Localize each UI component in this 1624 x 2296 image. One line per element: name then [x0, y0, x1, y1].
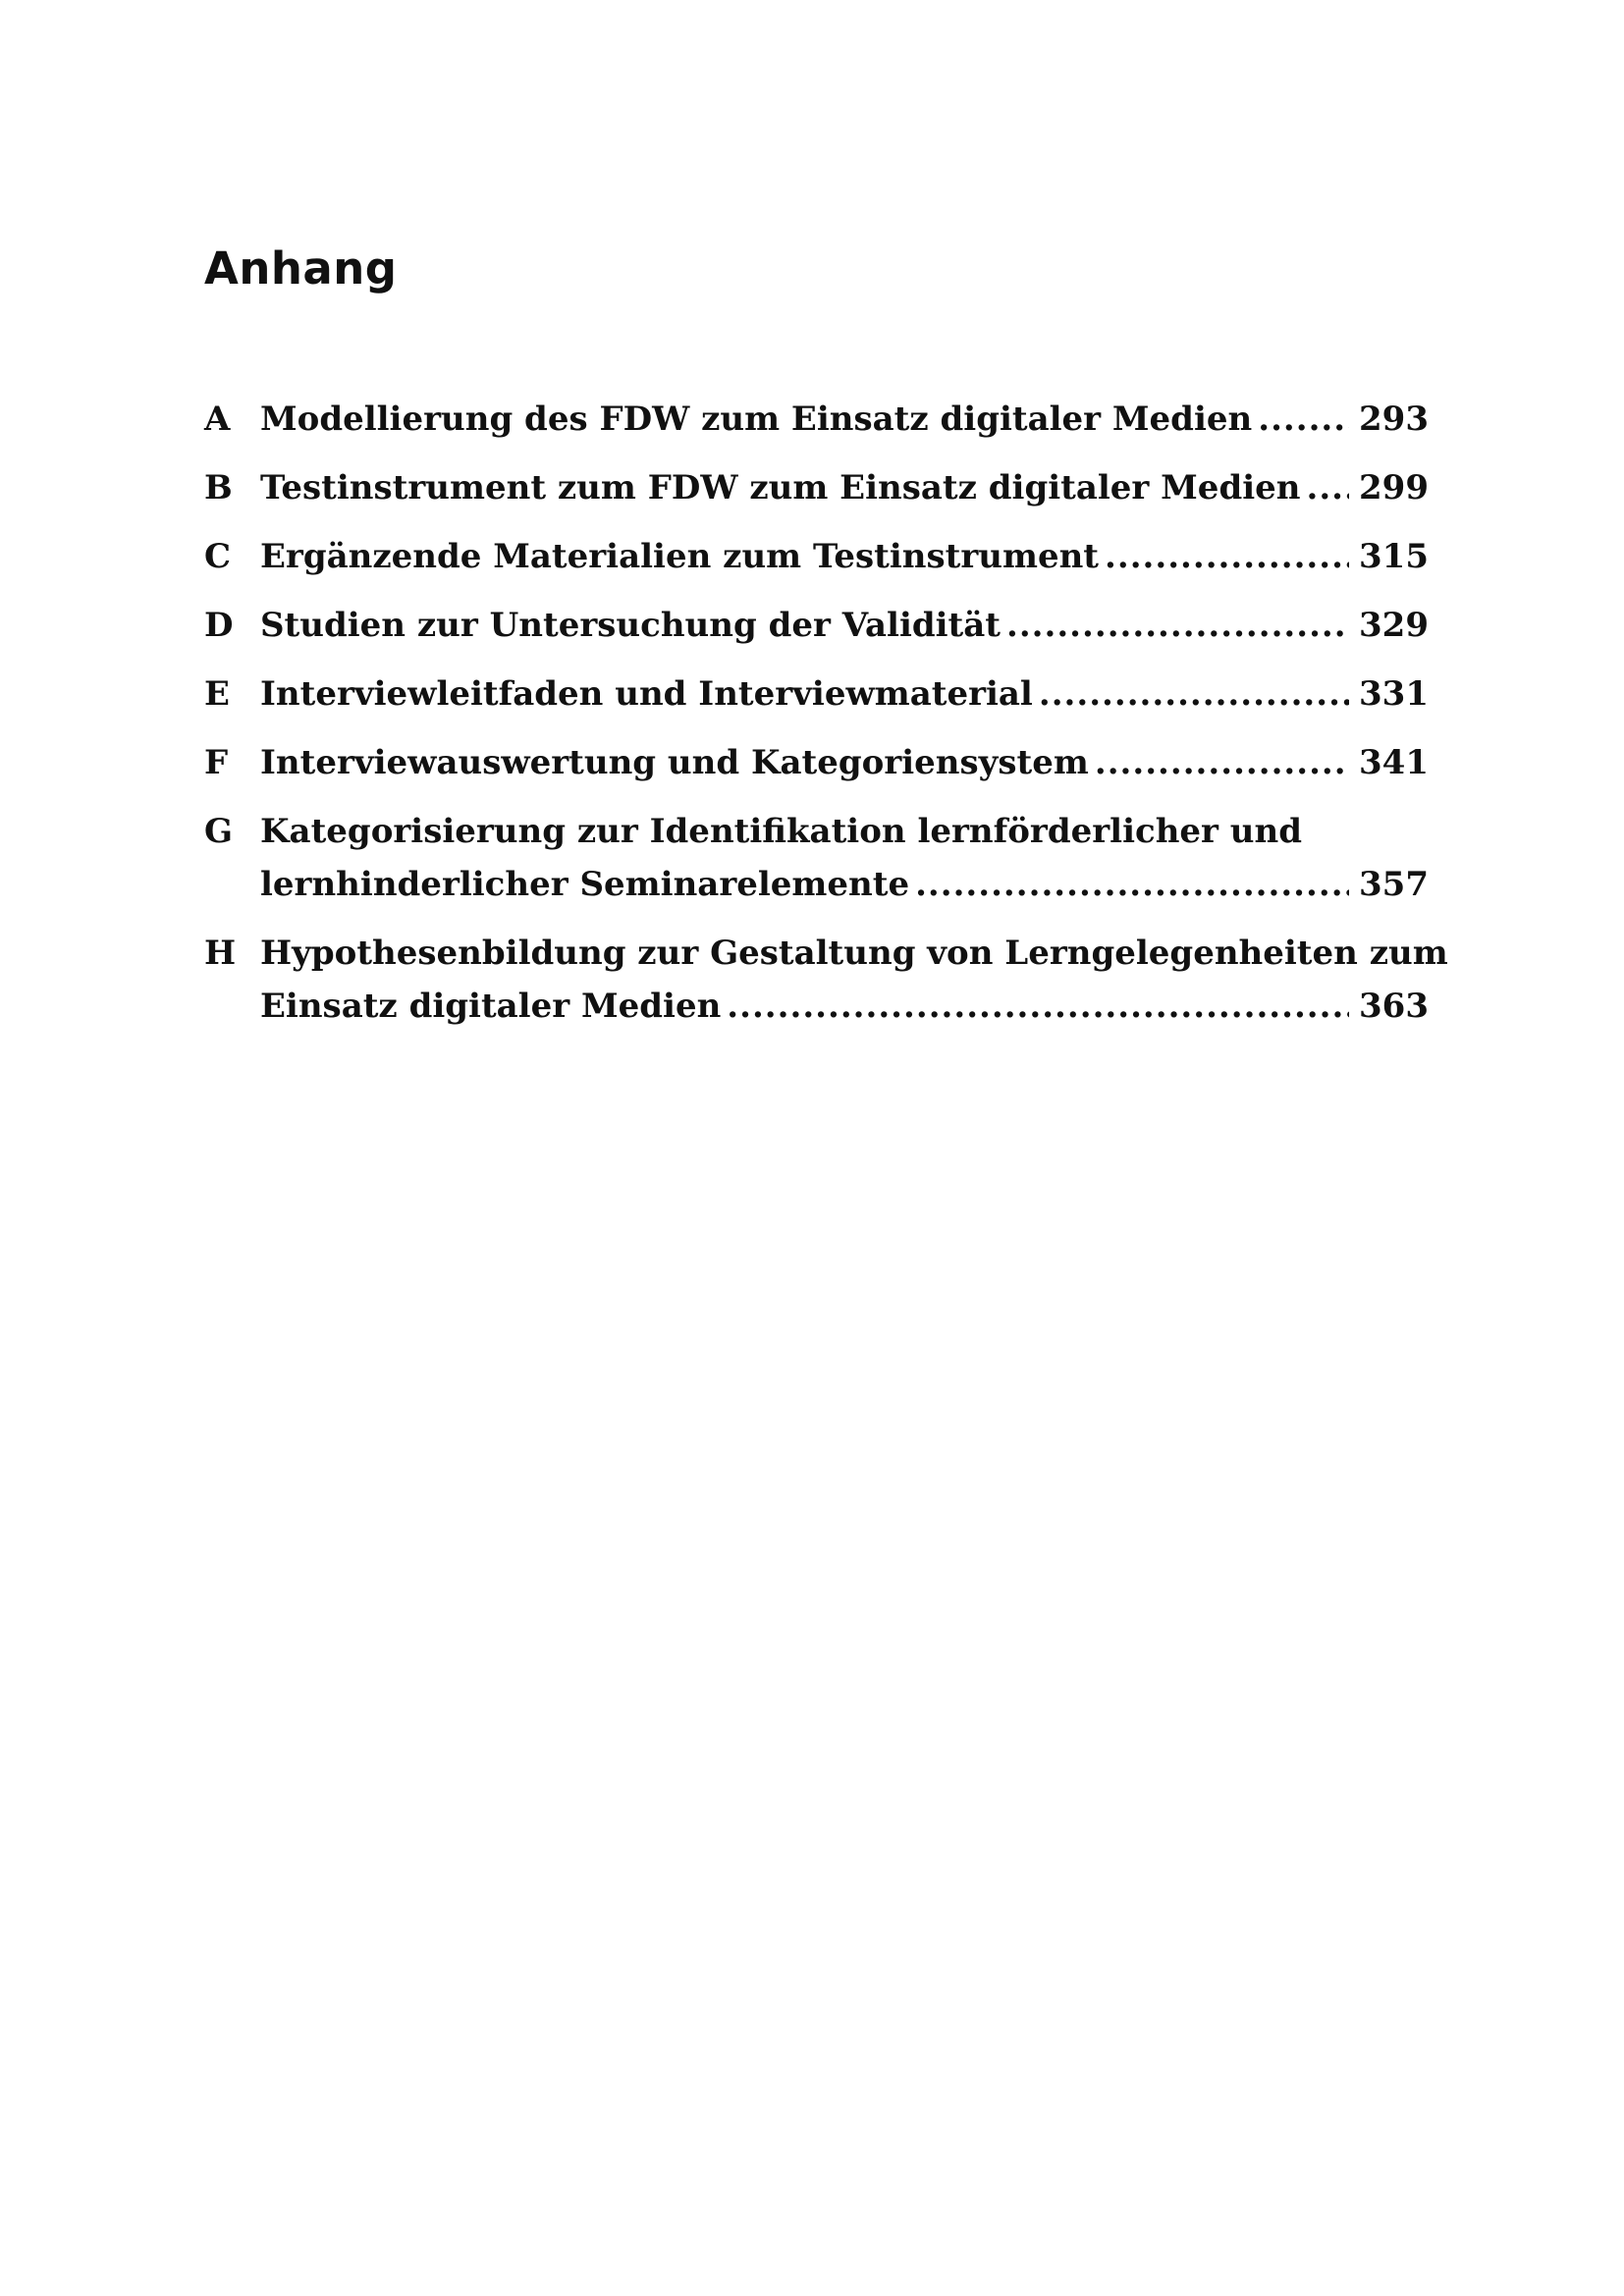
toc-leader-dots	[915, 858, 1349, 911]
toc-entry-title: Interviewauswertung und Kategoriensystem	[260, 743, 1089, 782]
toc-entry-page: 341	[1359, 743, 1429, 782]
toc-entry-h[interactable]	[204, 927, 1448, 1033]
toc-leader-dots	[727, 980, 1349, 1033]
toc-entry-page: 299	[1359, 468, 1429, 507]
toc-entry-letter: E	[204, 674, 230, 714]
toc-entry-title: Testinstrument zum FDW zum Einsatz digitaler Medien	[260, 468, 1301, 507]
toc-entry-a[interactable]	[204, 393, 1429, 446]
toc-entry-c[interactable]	[204, 530, 1429, 583]
toc-leader-dots	[1105, 530, 1349, 583]
toc-entry-title: Ergänzende Materialien zum Testinstrument	[260, 537, 1100, 576]
page-title: Anhang	[204, 242, 398, 294]
toc-entry-f[interactable]	[204, 736, 1429, 789]
toc-leader-dots	[1306, 461, 1349, 514]
toc-entry-e[interactable]	[204, 667, 1429, 721]
toc-entry-d[interactable]	[204, 599, 1429, 652]
toc-entry-g[interactable]	[204, 805, 1429, 911]
toc-entry-page: 315	[1359, 537, 1429, 576]
toc-entry-b[interactable]	[204, 461, 1429, 514]
toc-leader-dots	[1095, 736, 1349, 789]
toc-entry-title-line-1: Kategorisierung zur Identifikation lernförderlicher und	[260, 812, 1303, 851]
toc-entry-letter: C	[204, 537, 232, 576]
table-of-contents	[204, 393, 1448, 1048]
toc-leader-dots	[1258, 393, 1349, 446]
toc-entry-title-line-2: Einsatz digitaler Medien	[260, 987, 722, 1026]
toc-entry-letter: H	[204, 934, 237, 973]
toc-entry-title: Studien zur Untersuchung der Validität	[260, 606, 1001, 645]
toc-leader-dots	[1006, 599, 1349, 652]
toc-entry-letter: B	[204, 468, 233, 507]
toc-entry-title-line-2: lernhinderlicher Seminarelemente	[260, 865, 910, 904]
toc-entry-letter: D	[204, 606, 234, 645]
toc-entry-page: 331	[1359, 674, 1429, 714]
toc-entry-page: 357	[1359, 865, 1429, 904]
toc-entry-page: 363	[1359, 987, 1429, 1026]
toc-entry-title: Modellierung des FDW zum Einsatz digitaler Medien	[260, 400, 1253, 439]
toc-entry-page: 329	[1359, 606, 1429, 645]
toc-entry-letter: F	[204, 743, 229, 782]
toc-entry-title-line-1: Hypothesenbildung zur Gestaltung von Lerngelegenheiten zum	[260, 934, 1448, 973]
toc-entry-title: Interviewleitfaden und Interviewmaterial	[260, 674, 1033, 714]
toc-entry-page: 293	[1359, 400, 1429, 439]
toc-leader-dots	[1039, 667, 1349, 721]
toc-entry-letter: A	[204, 400, 231, 439]
toc-entry-letter: G	[204, 812, 234, 851]
